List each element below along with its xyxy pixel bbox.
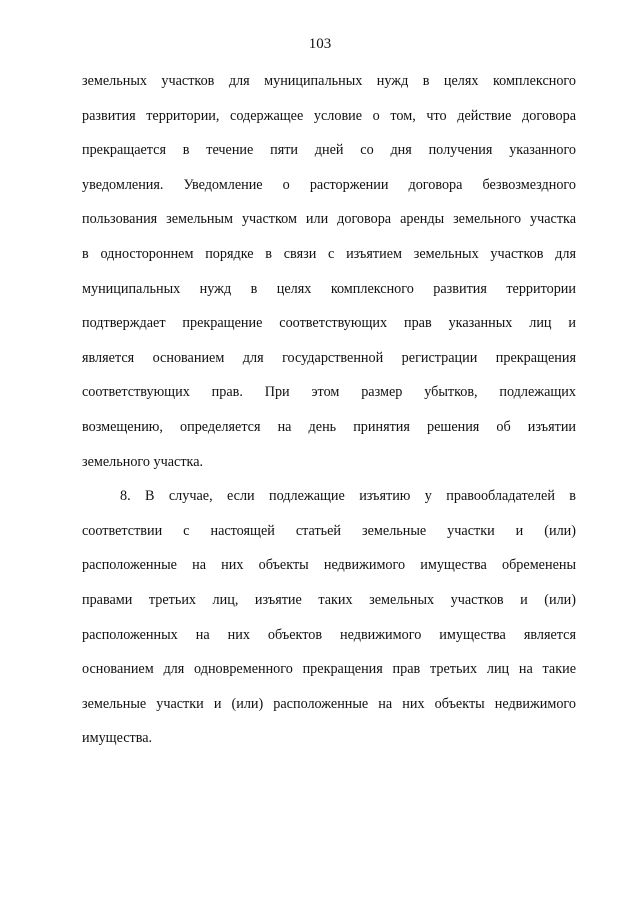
- page-number: 103: [308, 36, 332, 52]
- text-line: является основанием для государственной регистрации прекращения: [82, 349, 576, 366]
- text-line: соответствии с настоящей статьей земельные участки и (или): [82, 522, 576, 539]
- text-line: земельного участка.: [82, 453, 204, 470]
- text-line: прекращается в течение пяти дней со дня получения указанного: [82, 142, 576, 159]
- paragraph-2: [82, 487, 576, 764]
- text-line: подтверждает прекращение соответствующих прав указанных лиц и: [82, 315, 576, 332]
- text-line: земельные участки и (или) расположенные на них объекты недвижимого: [82, 695, 576, 712]
- text-line: соответствующих прав. При этом размер убытков, подлежащих: [82, 384, 576, 401]
- text-line: в одностороннем порядке в связи с изъятием земельных участков для: [82, 245, 576, 262]
- text-line: возмещению, определяется на день принятия решения об изъятии: [82, 418, 576, 435]
- text-line: основанием для одновременного прекращения прав третьих лиц на такие: [82, 661, 576, 678]
- paragraph-1: [82, 72, 576, 487]
- text-line: расположенные на них объекты недвижимого имущества обременены: [82, 557, 576, 574]
- text-line: уведомления. Уведомление о расторжении договора безвозмездного: [82, 176, 576, 193]
- text-line: расположенных на них объектов недвижимого имущества является: [82, 626, 576, 643]
- text-line: 8. В случае, если подлежащие изъятию у правообладателей в: [120, 488, 576, 505]
- text-line: земельных участков для муниципальных нужд в целях комплексного: [82, 73, 576, 89]
- text-line: имущества.: [82, 730, 153, 747]
- text-line: развития территории, содержащее условие о том, что действие договора: [82, 107, 576, 124]
- text-line: правами третьих лиц, изъятие таких земельных участков и (или): [82, 591, 576, 608]
- body-text: [82, 72, 576, 764]
- text-line: пользования земельным участком или договора аренды земельного участка: [82, 211, 576, 228]
- text-line: муниципальных нужд в целях комплексного развития территории: [82, 280, 576, 297]
